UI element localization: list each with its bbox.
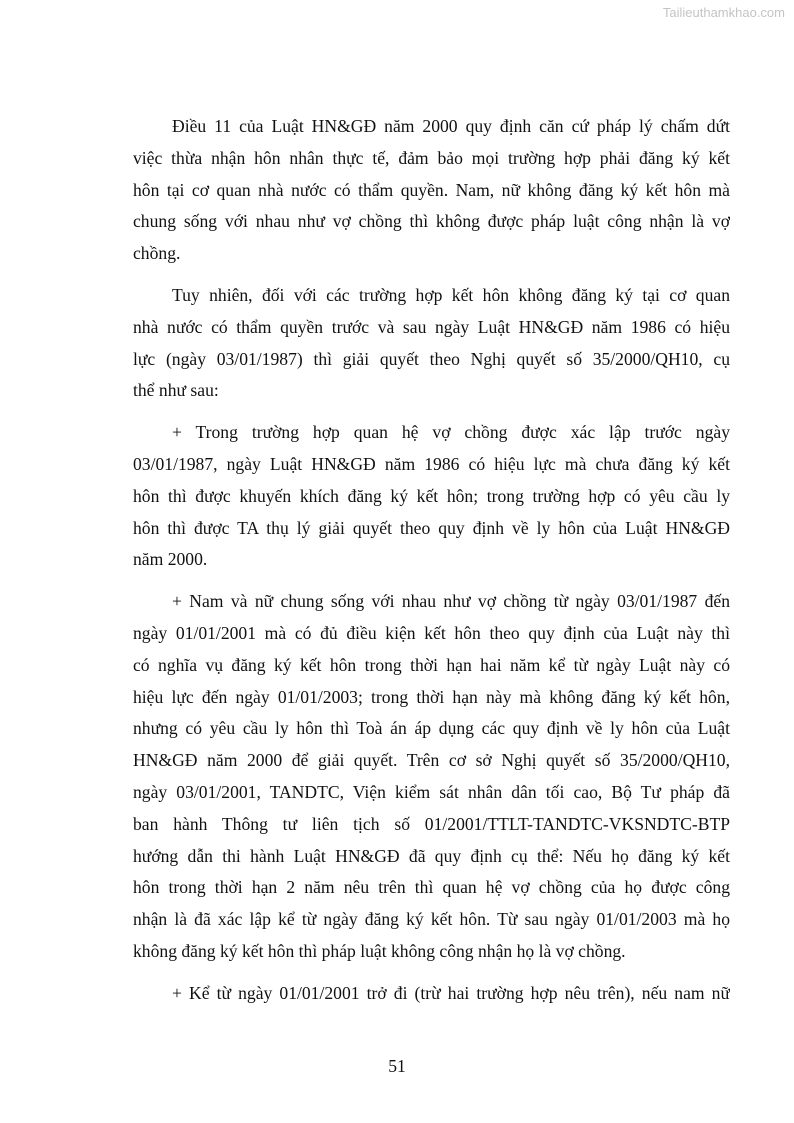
text-line: nhưng có yêu cầu ly hôn thì Toà án áp dụng các quy định về ly hôn của Luật [133, 718, 730, 739]
paragraph [133, 417, 730, 576]
text-line: ngày 01/01/2001 mà có đủ điều kiện kết hôn theo quy định của Luật này thì [133, 622, 730, 643]
text-line: + Nam và nữ chung sống với nhau như vợ chồng từ ngày 03/01/1987 đến [172, 591, 730, 612]
text-line: hôn thì được khuyến khích đăng ký kết hôn; trong trường hợp có yêu cầu ly [133, 485, 730, 506]
text-line: thể như sau: [133, 380, 219, 401]
paragraph [133, 280, 730, 407]
text-line: nhà nước có thẩm quyền trước và sau ngày Luật HN&GĐ năm 1986 có hiệu [133, 316, 730, 337]
text-line: + Trong trường hợp quan hệ vợ chồng được xác lập trước ngày [172, 422, 730, 443]
text-line: hôn trong thời hạn 2 năm nêu trên thì quan hệ vợ chồng của họ được công [133, 877, 730, 898]
paragraph [133, 978, 730, 1010]
text-line: hôn tại cơ quan nhà nước có thẩm quyền. Nam, nữ không đăng ký kết hôn mà [133, 179, 730, 200]
text-line: + Kể từ ngày 01/01/2001 trở đi (trừ hai trường hợp nêu trên), nếu nam nữ [172, 982, 730, 1003]
text-line: hôn thì được TA thụ lý giải quyết theo quy định về ly hôn của Luật HN&GĐ [133, 517, 730, 538]
text-line: năm 2000. [133, 549, 208, 570]
text-line: hướng dẫn thi hành Luật HN&GĐ đã quy định cụ thể: Nếu họ đăng ký kết [133, 845, 730, 866]
page-number: 51 [388, 1056, 406, 1076]
text-line: chung sống với nhau như vợ chồng thì không được pháp luật công nhận là vợ [133, 211, 730, 232]
text-line: ngày 03/01/2001, TANDTC, Viện kiểm sát nhân dân tối cao, Bộ Tư pháp đã [133, 781, 730, 802]
text-line: 03/01/1987, ngày Luật HN&GĐ năm 1986 có hiệu lực mà chưa đăng ký kết [133, 453, 730, 474]
watermark: Tailieuthamkhao.com [662, 5, 785, 20]
text-line: nhận là đã xác lập kể từ ngày đăng ký kết hôn. Từ sau ngày 01/01/2003 mà họ [133, 909, 730, 930]
text-line: Điều 11 của Luật HN&GĐ năm 2000 quy định căn cứ pháp lý chấm dứt [172, 116, 730, 136]
paragraph [133, 586, 730, 968]
text-line: việc thừa nhận hôn nhân thực tế, đảm bảo mọi trường hợp phải đăng ký kết [133, 147, 730, 168]
text-line: không đăng ký kết hôn thì pháp luật không công nhận họ là vợ chồng. [133, 940, 626, 961]
text-line: hiệu lực đến ngày 01/01/2003; trong thời hạn này mà không đăng ký kết hôn, [133, 686, 730, 707]
text-line: lực (ngày 03/01/1987) thì giải quyết theo Nghị quyết số 35/2000/QH10, cụ [133, 348, 730, 369]
text-line: có nghĩa vụ đăng ký kết hôn trong thời hạn hai năm kể từ ngày Luật này có [133, 654, 730, 675]
text-line: ban hành Thông tư liên tịch số 01/2001/TTLT-TANDTC-VKSNDTC-BTP [133, 813, 730, 834]
text-line: chồng. [133, 243, 181, 264]
text-line: Tuy nhiên, đối với các trường hợp kết hôn không đăng ký tại cơ quan [172, 284, 730, 305]
document-body [133, 111, 730, 1020]
paragraph [133, 111, 730, 270]
text-line: HN&GĐ năm 2000 để giải quyết. Trên cơ sở Nghị quyết số 35/2000/QH10, [133, 750, 730, 771]
